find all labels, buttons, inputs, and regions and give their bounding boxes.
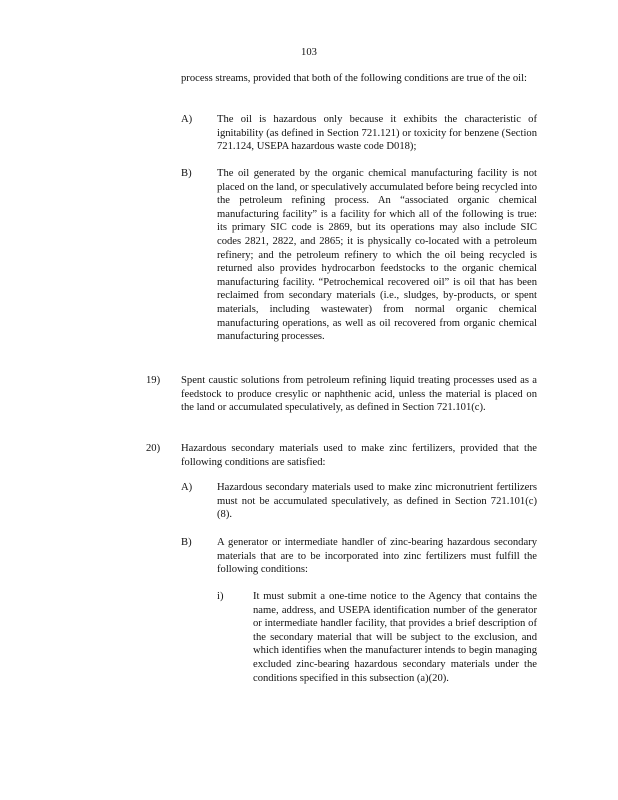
item-label-b: B) xyxy=(181,168,192,179)
item-label-20: 20) xyxy=(146,443,161,454)
item-text-19: Spent caustic solutions from petroleum refining liquid treating processes used as a feedstock to produce cresylic or naphthenic acid, unless the material is placed on the land or accumulated speculatively, as defined in Section 721.101(c). xyxy=(181,375,537,414)
subitem-label-20-b: B) xyxy=(181,537,192,548)
item-text-a: The oil is hazardous only because it exhibits the characteristic of ignitability (as defined in Section 721.121) or toxicity for benzene (Section 721.124, USEPA hazardous waste code D018); xyxy=(217,114,537,153)
subitem-label-20-a: A) xyxy=(181,482,193,493)
item-text-b: The oil generated by the organic chemical manufacturing facility is not placed on the land, or speculatively accumulated before being recycled into the petroleum refining process. An “associated organic chemical manufacturing facility” is a facility for which all of the following is true: its primary SIC code is 2869, but its operations may also include SIC codes 2821, 2822, and 2865; it is physically co-located with a petroleum refinery; and the petroleum refinery to which the oil being recycled is returned also provides hydrocarbon feedstocks to the organic chemical manufacturing facility. “Petrochemical recovered oil” is oil that has been reclaimed from secondary materials (i.e., sludges, by-products, or spent materials, including wastewater) from normal organic chemical manufacturing operations, as well as oil recovered from organic chemical manufacturing processes. xyxy=(217,168,537,343)
item-label-19: 19) xyxy=(146,375,161,386)
page-number: 103 xyxy=(301,47,317,58)
subitem-label-20-b-i: i) xyxy=(217,591,224,602)
item-label-a: A) xyxy=(181,114,193,125)
subitem-text-20-b-i: It must submit a one-time notice to the Agency that contains the name, address, and USEPA identification number of the generator or intermediate handler facility, that provides a brief description of the secondary material that will be subject to the exclusion, and which identifies when the manufacturer intends to begin managing excluded zinc-bearing hazardous secondary materials under the conditions specified in this subsection (a)(20). xyxy=(253,591,537,684)
subitem-text-20-b: A generator or intermediate handler of zinc-bearing hazardous secondary materials that are to be incorporated into zinc fertilizers must fulfill the following conditions: xyxy=(217,537,537,576)
subitem-text-20-a: Hazardous secondary materials used to make zinc micronutrient fertilizers must not be accumulated speculatively, as defined in Section 721.101(c)(8). xyxy=(217,482,537,521)
intro-paragraph: process streams, provided that both of the following conditions are true of the oil: xyxy=(181,73,527,84)
item-text-20: Hazardous secondary materials used to make zinc fertilizers, provided that the following conditions are satisfied: xyxy=(181,443,537,468)
